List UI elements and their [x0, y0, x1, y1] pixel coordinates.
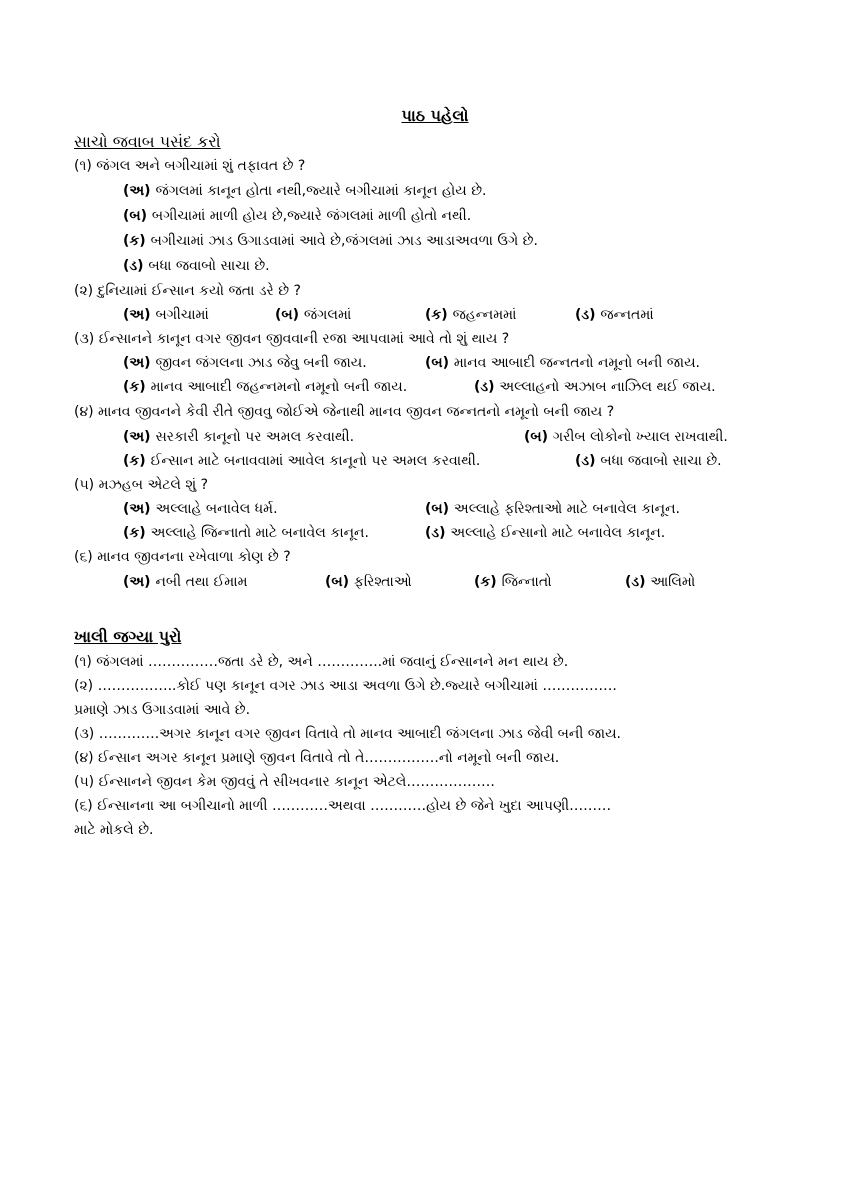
question-1: (૧) જંગલ અને બગીચામાં શું તફાવત છે ? — [74, 158, 306, 174]
question-6: (૬) માનવ જીવનના રખેવાળા કોણ છે ? — [74, 549, 291, 565]
q6-option-b: (બ) ફરિશ્તાઓ — [325, 574, 412, 590]
q6-option-c: (ક) જિન્નાતો — [474, 574, 552, 590]
q5-option-c: (ક) અલ્લાહે જિન્નાતો માટે બનાવેલ કાનૂન. — [123, 525, 369, 541]
fill-line-2-cont: પ્રમાણે ઝાડ ઉગાડવામાં આવે છે. — [74, 702, 251, 718]
question-3: (૩) ઈન્સાનને કાનૂન વગર જીવન જીવવાની રજા આપવામાં આવે તો શું થાય ? — [74, 331, 510, 347]
q3-option-b: (બ) માનવ આબાદી જન્નતનો નમૂનો બની જાય. — [425, 355, 700, 371]
q2-option-c: (ક) જહન્નમમાં — [425, 307, 517, 323]
section-heading-fill-blanks: ખાલી જગ્યા પુરો — [74, 627, 182, 646]
q4-option-c: (ક) ઈન્સાન માટે બનાવવામાં આવેલ કાનૂનો પર અમલ કરવાથી. — [123, 453, 481, 469]
q1-option-b: (બ) બગીચામાં માળી હોય છે,જ્યારે જંગલમાં માળી હોતો નથી. — [123, 208, 472, 224]
q5-option-d: (ડ) અલ્લાહે ઈન્સાનો માટે બનાવેલ કાનૂન. — [425, 525, 666, 541]
question-4: (૪) માનવ જીવનને કેવી રીતે જીવવુ જોઈએ જેનાથી માનવ જીવન જન્નતનો નમૂનો બની જાય ? — [74, 404, 615, 420]
fill-line-5: (૫) ઈન્સાનને જીવન કેમ જીવવું તે સીખવનાર કાનૂન એટલે………………. — [74, 774, 495, 790]
fill-line-3: (૩) ………….અગર કાનૂન વગર જીવન વિતાવે તો માનવ આબાદી જંગલના ઝાડ જેવી બની જાય. — [74, 726, 622, 742]
question-2: (૨) દુનિયામાં ઈન્સાન કયો જતા ડરે છે ? — [74, 283, 301, 299]
q4-option-d: (ડ) બધા જવાબો સાચા છે. — [575, 453, 722, 469]
q4-option-a: (અ) સરકારી કાનૂનો પર અમલ કરવાથી. — [123, 429, 355, 445]
q2-option-d: (ડ) જન્નતમાં — [575, 307, 654, 323]
fill-line-4: (૪) ઈન્સાન અગર કાનૂન પ્રમાણે જીવન વિતાવે તો તે…………….નો નમૂનો બની જાય. — [74, 750, 560, 766]
q6-option-a: (અ) નબી તથા ઈમામ — [123, 574, 248, 590]
q5-option-b: (બ) અલ્લાહે ફરિશ્તાઓ માટે બનાવેલ કાનૂન. — [425, 501, 680, 517]
q5-option-a: (અ) અલ્લાહે બનાવેલ ધર્મ. — [123, 501, 278, 517]
lesson-title: પાઠ પહેલો — [401, 106, 469, 125]
q2-option-b: (બ) જંગલમાં — [275, 307, 352, 323]
fill-line-1: (૧) જંગલમાં ……………જતા ડરે છે, અને …………..માં જવાનું ઈન્સાનને મન થાય છે. — [74, 654, 569, 670]
fill-line-2: (૨) ……………..કોઈ પણ કાનૂન વગર ઝાડ આડા અવળા ઉગે છે.જ્યારે બગીચામાં ……………. — [74, 678, 617, 694]
q2-option-a: (અ) બગીચામાં — [123, 307, 209, 323]
q1-option-a: (અ) જંગલમાં કાનૂન હોતા નથી,જ્યારે બગીચામાં કાનૂન હોય છે. — [123, 183, 487, 199]
q1-option-d: (ડ) બધા જવાબો સાચા છે. — [123, 258, 270, 274]
section-heading-mcq: સાચો જવાબ પસંદ કરો — [74, 132, 221, 151]
q1-option-c: (ક) બગીચામાં ઝાડ ઉગાડવામાં આવે છે,જંગલમાં ઝાડ આડાઅવળા ઉગે છે. — [123, 233, 538, 249]
q6-option-d: (ડ) આલિમો — [625, 574, 696, 590]
question-5: (૫) મઝહબ એટલે શું ? — [74, 477, 209, 493]
fill-line-6-cont: માટે મોકલે છે. — [74, 822, 154, 838]
q3-option-a: (અ) જીવન જંગલના ઝાડ જેવુ બની જાય. — [123, 355, 367, 371]
q3-option-d: (ડ) અલ્લાહનો અઝાબ નાઝિલ થઈ જાય. — [474, 379, 716, 395]
fill-line-6: (૬) ઈન્સાનના આ બગીચાનો માળી …………અથવા …………હોય છે જેને ખુદા આપણી……… — [74, 798, 612, 814]
q4-option-b: (બ) ગરીબ લોકોનો ખ્યાલ રાખવાથી. — [524, 429, 728, 445]
q3-option-c: (ક) માનવ આબાદી જહન્નમનો નમૂનો બની જાય. — [123, 379, 408, 395]
